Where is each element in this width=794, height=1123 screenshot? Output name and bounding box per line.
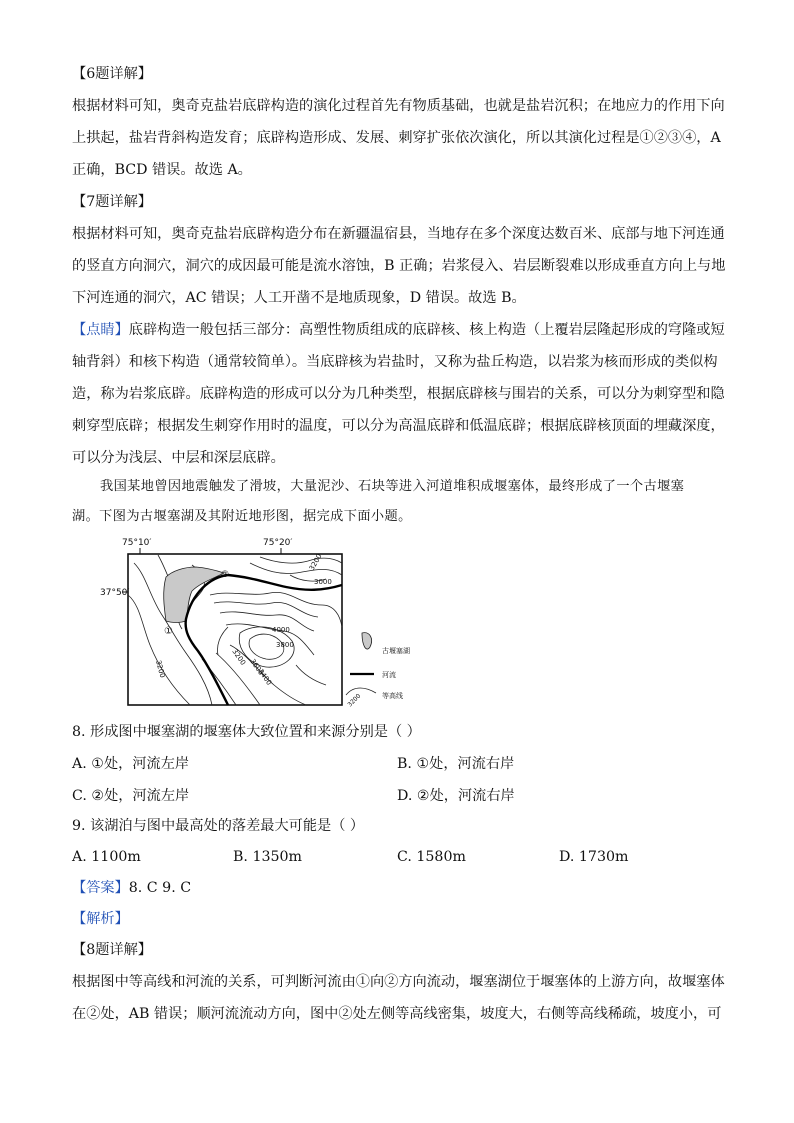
dianjing-text-line: 可以分为浅层、中层和深层底辟。	[72, 450, 285, 466]
contour-label: 4000	[272, 626, 290, 634]
q8-option-c: C. ②处，河流左岸	[72, 788, 190, 804]
legend-river: 河流	[382, 671, 396, 679]
q7-text-line: 根据材料可知，奥奇克盐岩底辟构造分布在新疆温宿县，当地存在多个深度达数百米、底部与地下河连通	[72, 226, 725, 242]
q9-option-d: D. 1730m	[559, 849, 629, 865]
q8-option-a: A. ①处，河流左岸	[72, 756, 190, 772]
longitude-label-right: 75°20′	[263, 538, 293, 548]
q9-option-b: B. 1350m	[233, 849, 303, 865]
legend-lake-swatch	[362, 633, 372, 649]
marker-2: ②	[221, 570, 230, 580]
contour-label: 3000	[314, 578, 332, 586]
contour-label: 3200	[154, 659, 167, 679]
dianjing-text-line: 轴背斜）和核下构造（通常较简单）。当底辟核为岩盐时，又称为盐丘构造，以岩浆为核而形成的类似构	[72, 354, 718, 370]
river	[186, 575, 342, 705]
q6-text-line: 正确，BCD 错误。故选 A。	[72, 162, 252, 178]
q7-text-line: 下河连通的洞穴，AC 错误；人工开凿不是地质现象，D 错误。故选 B。	[72, 290, 526, 306]
material-text-line: 我国某地曾因地震触发了滑坡，大量泥沙、石块等进入河道堆积成堰塞体，最终形成了一个古堰塞	[100, 479, 685, 494]
dianjing-text-line: 造，称为岩浆底辟。底辟构造的形成可以分为几种类型，根据底辟核与围岩的关系，可以分为刺穿型和隐	[72, 386, 725, 402]
contour-label: 3400	[256, 667, 274, 687]
dianjing-text-line: 刺穿型底辟；根据发生刺穿作用时的温度，可以分为高温底辟和低温底辟；根据底辟核顶面的埋藏深度，	[72, 418, 725, 434]
answer-line	[72, 878, 732, 898]
q9-option-c: C. 1580m	[397, 849, 466, 865]
dianjing-paragraph-first	[72, 320, 732, 340]
paleo-lake	[164, 567, 224, 623]
answer-label: 【答案】	[72, 880, 129, 896]
material-text-line: 湖。下图为古堰塞湖及其附近地形图，据完成下面小题。	[72, 509, 412, 524]
q9-option-a: A. 1100m	[72, 849, 141, 865]
legend-lake: 古堰塞湖	[382, 647, 410, 655]
q8-option-b: B. ①处，河流右岸	[397, 756, 515, 772]
q8-detail-line: 在②处，AB 错误；顺河流流动方向，图中②处左侧等高线密集，坡度大，右侧等高线稀疏，坡度小，可	[72, 1006, 722, 1022]
latitude-label: 37°50′	[100, 588, 130, 598]
q9-stem: 9. 该湖泊与图中最高处的落差最大可能是（ ）	[72, 818, 365, 834]
contour-label: 3600	[248, 657, 266, 677]
marker-1: ①	[164, 626, 173, 637]
legend-contour-value: 3200	[346, 692, 363, 709]
q6-text-line: 上拱起，盐岩背斜构造发育；底辟构造形成、发展、刺穿扩张依次演化，所以其演化过程是①②③④，A	[72, 130, 721, 146]
analysis-label: 【解析】	[72, 911, 129, 927]
q7-text-line: 的竖直方向洞穴，洞穴的成因最可能是流水溶蚀，B 正确；岩浆侵入、岩层断裂难以形成垂直方向上与地	[72, 258, 726, 274]
q8-detail-heading: 【8题详解】	[72, 942, 152, 958]
topographic-map	[100, 535, 440, 710]
q6-text-line: 根据材料可知，奥奇克盐岩底辟构造的演化过程首先有物质基础，也就是盐岩沉积；在地应力的作用下向	[72, 98, 725, 114]
q8-stem: 8. 形成图中堰塞湖的堰塞体大致位置和来源分别是（ ）	[72, 724, 421, 740]
q8-detail-line: 根据图中等高线和河流的关系，可判断河流由①向②方向流动，堰塞湖位于堰塞体的上游方向，故堰塞体	[72, 974, 725, 990]
dianjing-label: 【点睛】	[72, 322, 129, 338]
legend-contour-swatch	[346, 688, 376, 695]
contour-label: 3200	[230, 647, 248, 667]
q8-option-d: D. ②处，河流右岸	[397, 788, 515, 804]
dianjing-text: 底辟构造一般包括三部分：高塑性物质组成的底辟核、核上构造（上覆岩层隆起形成的穹隆或短	[128, 322, 725, 338]
longitude-label-left: 75°10′	[122, 538, 152, 548]
answer-text: 8. C 9. C	[128, 880, 192, 896]
contour-label: 3800	[276, 641, 294, 649]
q7-heading: 【7题详解】	[72, 194, 152, 210]
legend-contour: 等高线	[382, 692, 403, 700]
contour-label: 3200	[307, 552, 324, 572]
q6-heading: 【6题详解】	[72, 66, 152, 82]
